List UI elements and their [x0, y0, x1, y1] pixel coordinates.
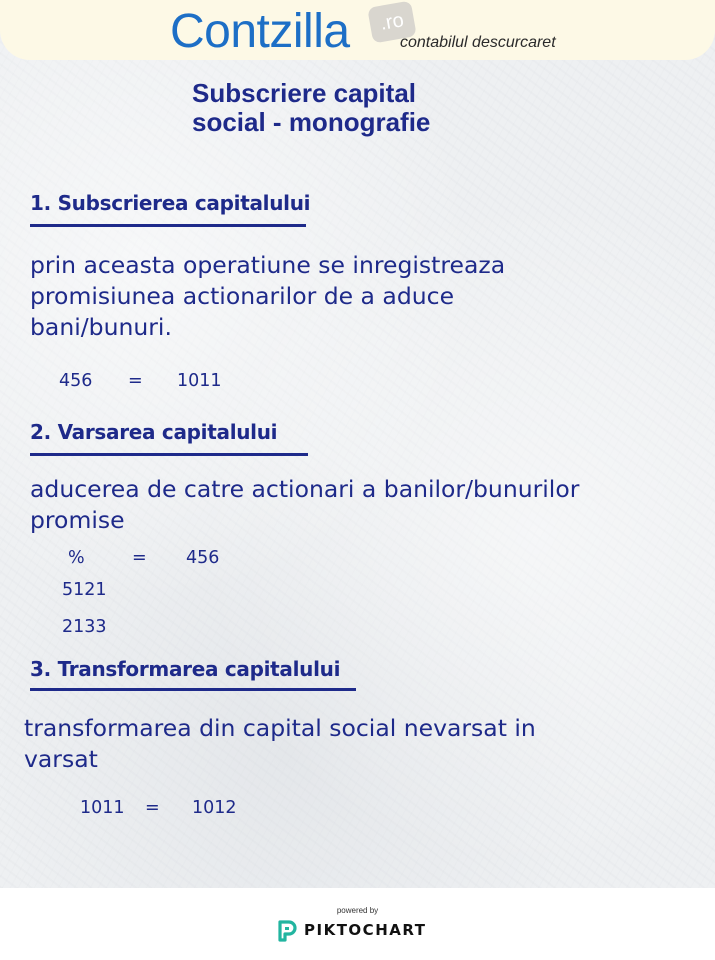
section-description-subscriere: [30, 250, 505, 343]
section-underline: [30, 688, 356, 691]
description-line: prin aceasta operatiune se inregistreaza: [30, 251, 506, 279]
section-description-varsare: [30, 474, 579, 536]
entry-debit-account: 1011: [80, 798, 125, 818]
powered-by-label: powered by: [336, 906, 379, 915]
contzilla-logo[interactable]: Contzilla: [170, 5, 350, 58]
site-header: [0, 0, 715, 60]
piktochart-wordmark[interactable]: PIKTOCHART: [304, 921, 427, 939]
description-line: aducerea de catre actionari a banilor/bunurilor: [30, 475, 580, 503]
page-title: [192, 79, 512, 137]
entry-debit-account: 5121: [62, 580, 107, 600]
piktochart-footer: [0, 888, 715, 960]
piktochart-logo-icon[interactable]: [277, 920, 297, 942]
entry-equals-sign: =: [145, 798, 160, 818]
section-description-transformare: [24, 713, 536, 775]
entry-credit-account: 1012: [192, 798, 237, 818]
entry-debit-percent: %: [68, 548, 85, 568]
description-line: promise: [30, 506, 125, 534]
title-line-2: social - monografie: [192, 107, 431, 137]
section-heading-transformare: 3. Transformarea capitalului: [30, 657, 341, 681]
section-underline: [30, 453, 308, 456]
entry-equals-sign: =: [128, 371, 143, 391]
entry-equals-sign: =: [132, 548, 147, 568]
entry-debit-account: 456: [59, 371, 93, 391]
logo-ro-badge: .ro: [367, 0, 417, 43]
section-underline: [30, 224, 306, 227]
site-tagline: contabilul descurcaret: [400, 34, 556, 51]
title-line-1: Subscriere capital: [192, 78, 416, 108]
description-line: varsat: [24, 745, 98, 773]
entry-debit-account: 2133: [62, 617, 107, 637]
description-line: bani/bunuri.: [30, 313, 172, 341]
entry-credit-account: 1011: [177, 371, 222, 391]
entry-credit-account: 456: [186, 548, 220, 568]
description-line: promisiunea actionarilor de a aduce: [30, 282, 455, 310]
description-line: transformarea din capital social nevarsat in: [24, 714, 536, 742]
section-heading-varsare: 2. Varsarea capitalului: [30, 420, 278, 444]
section-heading-subscriere: 1. Subscrierea capitalului: [30, 191, 311, 215]
